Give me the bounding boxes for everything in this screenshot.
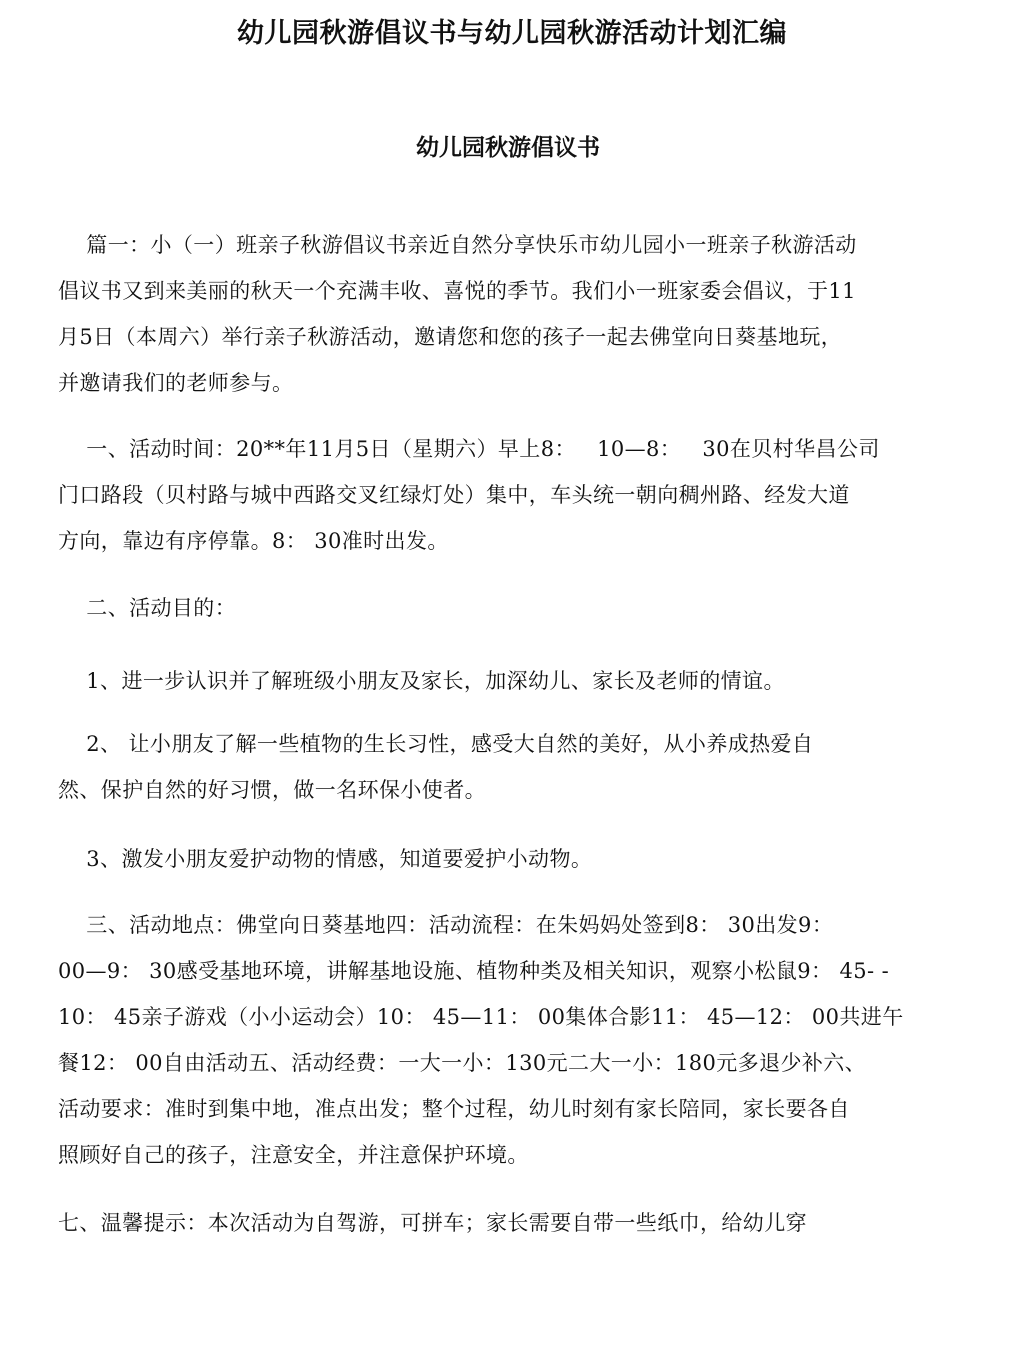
paragraph-tips [58, 1200, 968, 1246]
text-line: 2、 让小朋友了解一些植物的生长习性，感受大自然的美好，从小养成热爱自 [58, 732, 814, 756]
paragraph-activity-purpose-heading [58, 585, 968, 631]
paragraph-activity-time [58, 426, 968, 564]
text-line: 餐12： 00自由活动五、活动经费：一大一小：130元二大一小：180元多退少补六、 [58, 1051, 867, 1075]
text-line: 1、进一步认识并了解班级小朋友及家长，加深幼儿、家长及老师的情谊。 [58, 669, 785, 693]
text-line: 然、保护自然的好习惯，做一名环保小使者。 [58, 778, 486, 802]
text-line: 倡议书又到来美丽的秋天一个充满丰收、喜悦的季节。我们小一班家委会倡议，于11 [58, 279, 856, 303]
text-line: 七、温馨提示：本次活动为自驾游，可拼车；家长需要自带一些纸巾，给幼儿穿 [58, 1211, 807, 1235]
section-title: 幼儿园秋游倡议书 [416, 135, 600, 161]
text-line: 方向，靠边有序停靠。8： 30准时出发。 [58, 529, 449, 553]
text-line: 一、活动时间：20**年11月5日（星期六）早上8： 10—8： 30在贝村华昌公司 [58, 437, 880, 461]
document-title: 幼儿园秋游倡议书与幼儿园秋游活动计划汇编 [237, 18, 787, 49]
paragraph-location-and-flow [58, 902, 968, 1178]
paragraph-purpose-3 [58, 836, 968, 882]
text-line: 3、激发小朋友爱护动物的情感，知道要爱护小动物。 [58, 847, 593, 871]
text-line: 活动要求：准时到集中地，准点出发；整个过程，幼儿时刻有家长陪同，家长要各自 [58, 1097, 850, 1121]
text-line: 篇一：小（一）班亲子秋游倡议书亲近自然分享快乐市幼儿园小一班亲子秋游活动 [58, 233, 857, 257]
paragraph-intro [58, 222, 968, 406]
paragraph-purpose-2 [58, 721, 968, 813]
text-line: 二、活动目的： [58, 596, 237, 620]
text-line: 三、活动地点：佛堂向日葵基地四：活动流程：在朱妈妈处签到8： 30出发9： [58, 913, 834, 937]
text-line: 并邀请我们的老师参与。 [58, 371, 294, 395]
text-line: 00—9： 30感受基地环境，讲解基地设施、植物种类及相关知识，观察小松鼠9： 45- - [58, 959, 890, 983]
text-line: 月5日（本周六）举行亲子秋游活动，邀请您和您的孩子一起去佛堂向日葵基地玩， [58, 325, 843, 349]
text-line: 门口路段（贝村路与城中西路交叉红绿灯处）集中，车头统一朝向稠州路、经发大道 [58, 483, 850, 507]
paragraph-purpose-1 [58, 658, 968, 704]
text-line: 10： 45亲子游戏（小小运动会）10： 45—11： 00集体合影11： 45—12： 00共进午 [58, 1005, 904, 1029]
text-line: 照顾好自己的孩子，注意安全，并注意保护环境。 [58, 1143, 529, 1167]
